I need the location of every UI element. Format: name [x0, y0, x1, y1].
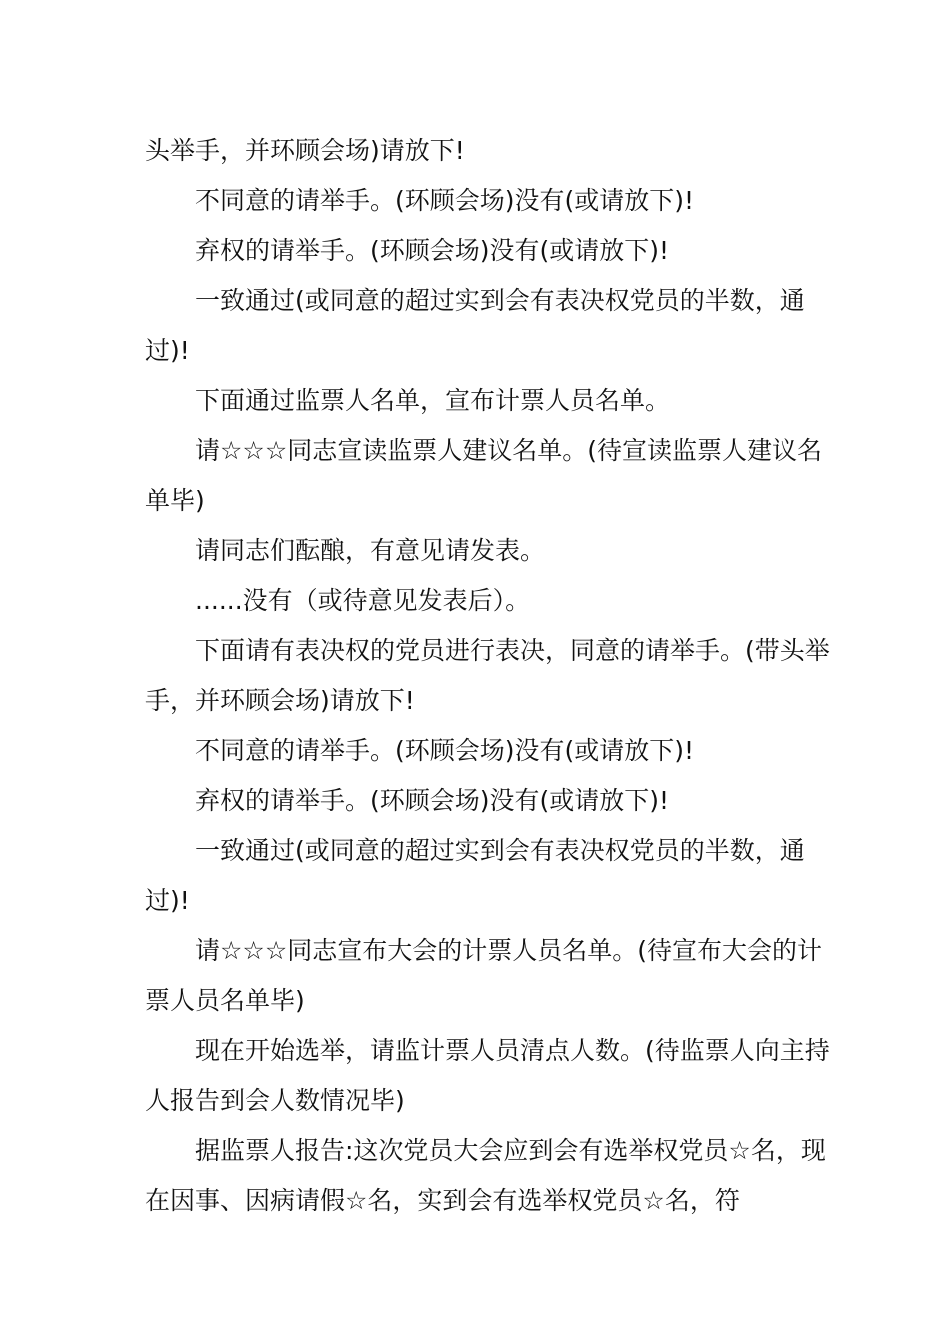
- paragraph: 不同意的请举手。(环顾会场)没有(或请放下)!: [195, 736, 695, 765]
- paragraph: 一致通过(或同意的超过实到会有表决权党员的半数，通过)!: [145, 286, 805, 365]
- paragraph: 请☆☆☆同志宣布大会的计票人员名单。(待宣布大会的计票人员名单毕): [145, 936, 822, 1015]
- paragraph: 据监票人报告:这次党员大会应到会有选举权党员☆名，现在因事、因病请假☆名，实到会有选举权党员☆名，符: [145, 1136, 826, 1215]
- paragraph: 不同意的请举手。(环顾会场)没有(或请放下)!: [195, 186, 695, 215]
- paragraph: 下面请有表决权的党员进行表决，同意的请举手。(带头举手，并环顾会场)请放下!: [145, 636, 830, 715]
- document-body: [145, 126, 835, 1226]
- paragraph: 请同志们酝酿，有意见请发表。: [195, 536, 546, 565]
- paragraph: 弃权的请举手。(环顾会场)没有(或请放下)!: [195, 786, 670, 815]
- paragraph: 头举手，并环顾会场)请放下!: [145, 136, 465, 165]
- paragraph: 请☆☆☆同志宣读监票人建议名单。(待宣读监票人建议名单毕): [145, 436, 822, 515]
- paragraph: 一致通过(或同意的超过实到会有表决权党员的半数，通过)!: [145, 836, 805, 915]
- paragraph: 下面通过监票人名单，宣布计票人员名单。: [195, 386, 671, 415]
- paragraph: ......没有（或待意见发表后）。: [195, 586, 531, 615]
- paragraph: 现在开始选举，请监计票人员清点人数。(待监票人向主持人报告到会人数情况毕): [145, 1036, 830, 1115]
- paragraph: 弃权的请举手。(环顾会场)没有(或请放下)!: [195, 236, 670, 265]
